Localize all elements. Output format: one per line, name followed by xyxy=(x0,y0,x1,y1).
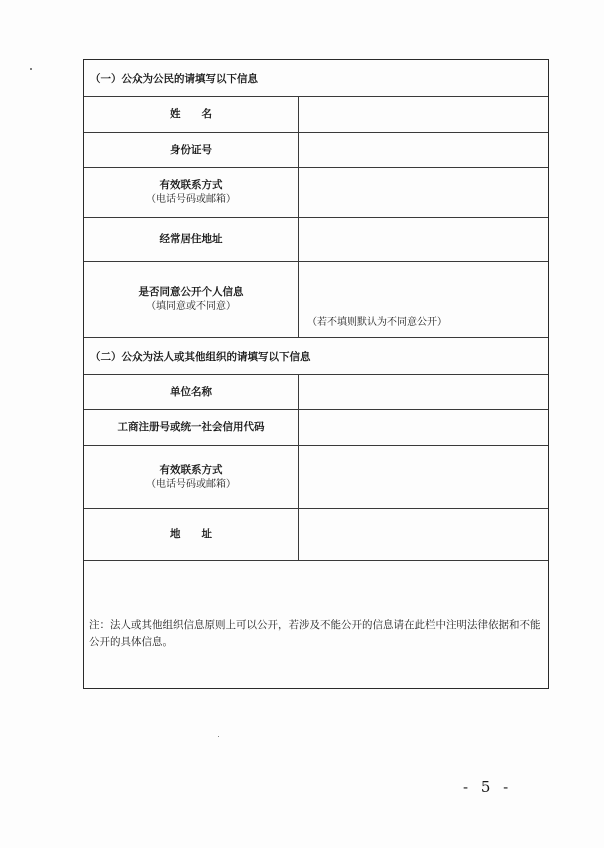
row-name xyxy=(84,97,548,133)
label-cell xyxy=(84,410,299,445)
field-label: 单位名称 xyxy=(170,385,212,398)
section2-header-text: （二）公众为法人或其他组织的请填写以下信息 xyxy=(90,350,311,363)
id-number-input-cell[interactable] xyxy=(299,133,548,167)
field-label: 有效联系方式 xyxy=(159,463,223,476)
scan-speck xyxy=(218,736,219,737)
section1-header-text: （一）公众为公民的请填写以下信息 xyxy=(90,72,258,85)
address-input-cell[interactable] xyxy=(299,218,548,261)
label-cell xyxy=(84,97,299,132)
label-cell xyxy=(84,168,299,217)
row-org-contact xyxy=(84,446,548,509)
row-contact xyxy=(84,168,548,218)
scan-speck xyxy=(30,68,32,70)
field-sublabel: （填同意或不同意） xyxy=(146,301,236,312)
row-credit-code xyxy=(84,410,548,446)
credit-code-input-cell[interactable] xyxy=(299,410,548,445)
page-number: - 5 - xyxy=(463,778,513,796)
label-cell xyxy=(84,446,299,508)
label-cell xyxy=(84,262,299,337)
field-sublabel: （电话号码或邮箱） xyxy=(146,194,236,205)
row-org-address xyxy=(84,509,548,561)
default-note: （若不填则默认为不同意公开） xyxy=(307,317,447,328)
contact-input-cell[interactable] xyxy=(299,168,548,217)
section1-header xyxy=(84,60,548,97)
label-cell xyxy=(84,133,299,167)
info-form-table xyxy=(83,59,549,689)
org-name-input-cell[interactable] xyxy=(299,375,548,409)
field-label: 经常居住地址 xyxy=(159,233,223,245)
consent-input-cell[interactable] xyxy=(299,262,548,337)
section2-header xyxy=(84,338,548,375)
org-address-input-cell[interactable] xyxy=(299,509,548,560)
label-cell xyxy=(84,218,299,261)
label-cell xyxy=(84,375,299,409)
field-label: 工商注册号或统一社会信用代码 xyxy=(117,421,265,433)
field-label: 姓 名 xyxy=(170,108,212,120)
field-label: 地 址 xyxy=(170,528,212,540)
field-label: 身份证号 xyxy=(170,143,212,156)
field-label: 有效联系方式 xyxy=(159,179,223,191)
label-cell xyxy=(84,509,299,560)
field-label: 是否同意公开个人信息 xyxy=(138,286,244,298)
note-text: 注：法人或其他组织信息原则上可以公开，若涉及不能公开的信息请在此栏中注明法律依据和不能公开的具体信息。 xyxy=(89,619,541,648)
row-consent xyxy=(84,262,548,338)
org-contact-input-cell[interactable] xyxy=(299,446,548,508)
field-sublabel: （电话号码或邮箱） xyxy=(146,478,236,490)
row-id-number xyxy=(84,133,548,168)
row-org-name xyxy=(84,375,548,410)
row-address xyxy=(84,218,548,262)
name-input-cell[interactable] xyxy=(299,97,548,132)
